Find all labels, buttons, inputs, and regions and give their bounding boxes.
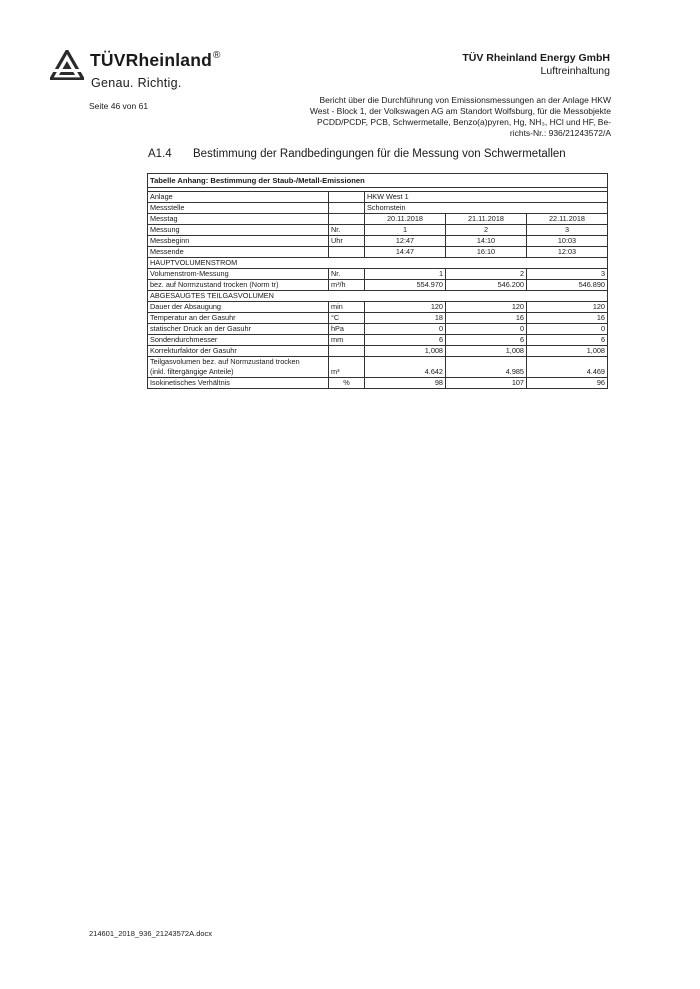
row-value: 14:47 bbox=[365, 247, 446, 258]
table-row bbox=[148, 280, 608, 291]
row-label: Korrekturfaktor der Gasuhr bbox=[148, 346, 329, 357]
row-value: 120 bbox=[446, 302, 527, 313]
row-value: 14:10 bbox=[446, 236, 527, 247]
row-unit bbox=[329, 346, 365, 357]
emissions-table bbox=[147, 173, 608, 389]
row-value: 3 bbox=[527, 225, 608, 236]
row-value: 96 bbox=[527, 378, 608, 389]
row-unit: Uhr bbox=[329, 236, 365, 247]
triangle-logo-icon bbox=[50, 50, 84, 80]
row-unit bbox=[329, 203, 365, 214]
brand-tagline: Genau. Richtig. bbox=[91, 76, 182, 90]
table-section-row bbox=[148, 291, 608, 302]
company-block bbox=[462, 52, 610, 78]
row-unit: m³/h bbox=[329, 280, 365, 291]
row-value: 98 bbox=[365, 378, 446, 389]
table-row bbox=[148, 236, 608, 247]
row-label: Messung bbox=[148, 225, 329, 236]
row-value: 546.890 bbox=[527, 280, 608, 291]
row-label: Messtag bbox=[148, 214, 329, 225]
row-unit bbox=[329, 247, 365, 258]
table-row bbox=[148, 346, 608, 357]
row-value: 2 bbox=[446, 269, 527, 280]
table-row bbox=[148, 313, 608, 324]
row-label: Messstelle bbox=[148, 203, 329, 214]
row-value: 10:03 bbox=[527, 236, 608, 247]
row-label: Dauer der Absaugung bbox=[148, 302, 329, 313]
row-value: 22.11.2018 bbox=[527, 214, 608, 225]
row-value: 546.200 bbox=[446, 280, 527, 291]
row-value: 6 bbox=[365, 335, 446, 346]
row-label: bez. auf Normzustand trocken (Norm tr) bbox=[148, 280, 329, 291]
row-value: 12:03 bbox=[527, 247, 608, 258]
row-label-line: Teilgasvolumen bez. auf Normzustand trocken bbox=[150, 357, 300, 366]
row-unit: min bbox=[329, 302, 365, 313]
row-label: Anlage bbox=[148, 192, 329, 203]
table-row bbox=[148, 335, 608, 346]
section-teilgasvolumen: ABGESAUGTES TEILGASVOLUMEN bbox=[148, 291, 608, 302]
row-value: 1 bbox=[365, 225, 446, 236]
row-value: 4.985 bbox=[446, 357, 527, 378]
row-label bbox=[148, 357, 329, 378]
row-value: 0 bbox=[365, 324, 446, 335]
row-unit bbox=[329, 192, 365, 203]
footer-filename: 214601_2018_936_21243572A.docx bbox=[89, 929, 213, 938]
row-value: 6 bbox=[527, 335, 608, 346]
table-row bbox=[148, 269, 608, 280]
row-value: 3 bbox=[527, 269, 608, 280]
row-value: 16 bbox=[446, 313, 527, 324]
row-label: Sondendurchmesser bbox=[148, 335, 329, 346]
section-heading bbox=[148, 148, 566, 160]
row-value: 1 bbox=[365, 269, 446, 280]
row-unit bbox=[329, 214, 365, 225]
row-unit: m³ bbox=[329, 357, 365, 378]
table-row bbox=[148, 357, 608, 378]
row-value: 12:47 bbox=[365, 236, 446, 247]
table-row bbox=[148, 302, 608, 313]
company-department: Luftreinhaltung bbox=[540, 65, 610, 77]
row-label: Isokinetisches Verhältnis bbox=[148, 378, 329, 389]
brand-name: TÜVRheinland® bbox=[90, 50, 221, 70]
row-value: 120 bbox=[527, 302, 608, 313]
row-value: 1,008 bbox=[446, 346, 527, 357]
table-row bbox=[148, 192, 608, 203]
row-value: 4.469 bbox=[527, 357, 608, 378]
row-value: 2 bbox=[446, 225, 527, 236]
row-label: Messende bbox=[148, 247, 329, 258]
report-line: richts-Nr.: 936/21243572/A bbox=[509, 128, 611, 138]
section-hauptvolumenstrom: HAUPTVOLUMENSTROM bbox=[148, 258, 608, 269]
row-value: 1,008 bbox=[527, 346, 608, 357]
row-value: 4.642 bbox=[365, 357, 446, 378]
table-row bbox=[148, 225, 608, 236]
row-unit: Nr. bbox=[329, 269, 365, 280]
row-unit: °C bbox=[329, 313, 365, 324]
row-value: 120 bbox=[365, 302, 446, 313]
table-title-row bbox=[148, 174, 608, 188]
row-value: HKW West 1 bbox=[365, 192, 608, 203]
table-row bbox=[148, 324, 608, 335]
row-value: 16:10 bbox=[446, 247, 527, 258]
table-row bbox=[148, 203, 608, 214]
row-label: Messbeginn bbox=[148, 236, 329, 247]
row-unit: mm bbox=[329, 335, 365, 346]
row-unit: hPa bbox=[329, 324, 365, 335]
row-label: Volumenstrom-Messung bbox=[148, 269, 329, 280]
row-value: 21.11.2018 bbox=[446, 214, 527, 225]
row-value: 107 bbox=[446, 378, 527, 389]
report-line: West - Block 1, der Volkswagen AG am Standort Wolfsburg, für die Messobjekte bbox=[309, 106, 611, 116]
row-value: 16 bbox=[527, 313, 608, 324]
row-value: Schornstein bbox=[365, 203, 608, 214]
row-value: 20.11.2018 bbox=[365, 214, 446, 225]
row-value: 18 bbox=[365, 313, 446, 324]
row-label: Temperatur an der Gasuhr bbox=[148, 313, 329, 324]
company-name: TÜV Rheinland Energy GmbH bbox=[462, 52, 610, 64]
table-row bbox=[148, 214, 608, 225]
row-label: statischer Druck an der Gasuhr bbox=[148, 324, 329, 335]
row-value: 1,008 bbox=[365, 346, 446, 357]
table-row bbox=[148, 378, 608, 389]
row-unit: Nr. bbox=[329, 225, 365, 236]
table-row bbox=[148, 247, 608, 258]
row-value: 6 bbox=[446, 335, 527, 346]
row-value: 554.970 bbox=[365, 280, 446, 291]
report-line: Bericht über die Durchführung von Emissionsmessungen an der Anlage HKW bbox=[319, 95, 611, 105]
table-title: Tabelle Anhang: Bestimmung der Staub-/Metall-Emissionen bbox=[148, 174, 608, 188]
report-description bbox=[281, 95, 611, 139]
table-section-row bbox=[148, 258, 608, 269]
row-value: 0 bbox=[527, 324, 608, 335]
page-number: Seite 46 von 61 bbox=[89, 101, 149, 111]
row-label-line: (inkl. filtergängige Anteile) bbox=[150, 367, 234, 376]
section-title: Bestimmung der Randbedingungen für die Messung von Schwermetallen bbox=[193, 148, 566, 160]
row-value: 0 bbox=[446, 324, 527, 335]
section-number: A1.4 bbox=[148, 148, 172, 160]
row-unit: % bbox=[329, 378, 365, 389]
report-line: PCDD/PCDF, PCB, Schwermetalle, Benzo(a)pyren, Hg, NH₃, HCl und HF, Be- bbox=[317, 117, 611, 127]
